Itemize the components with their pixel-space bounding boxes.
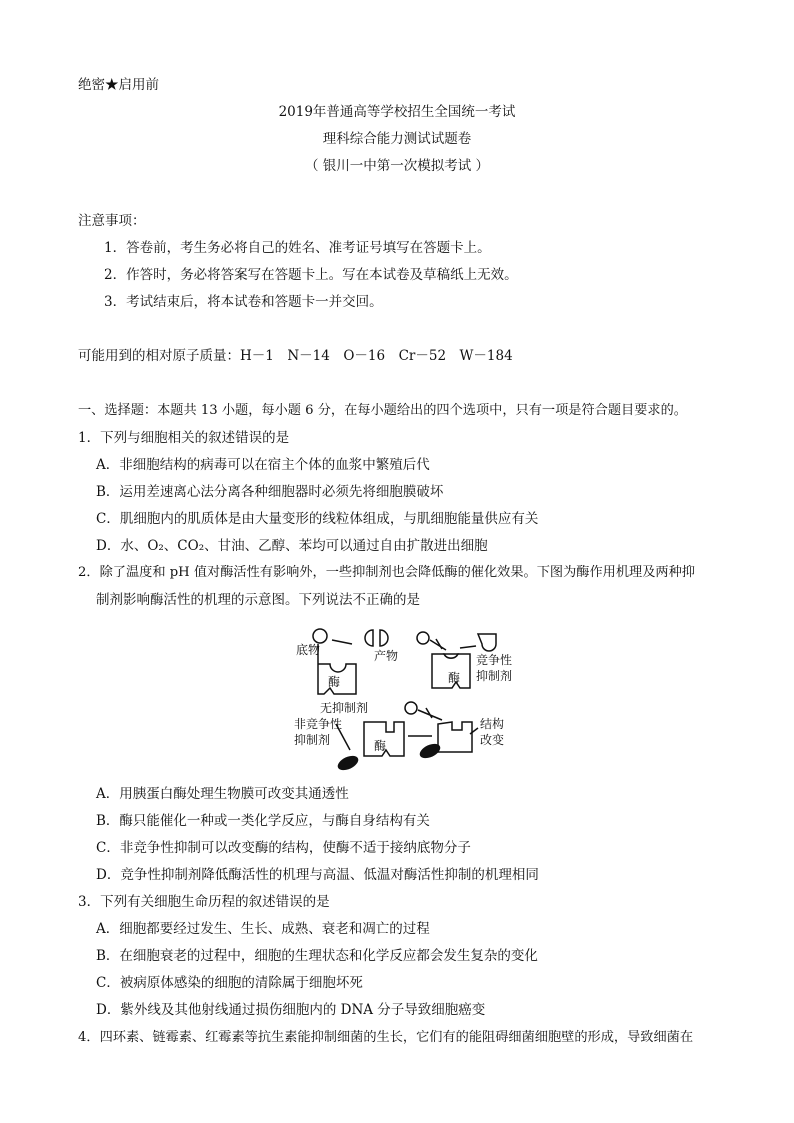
label-structure-1: 结构: [480, 717, 505, 731]
noncompetitive-inhibitor: [335, 753, 360, 773]
label-no-inhibitor: 无抑制剂: [320, 701, 369, 715]
notice-heading: 注意事项：: [78, 213, 146, 229]
option-b: B．运用差速离心法分离各种细胞器时必须先将细胞膜破坏: [96, 484, 444, 500]
label-competitive-1: 竞争性: [476, 653, 513, 667]
product-half: [380, 630, 388, 646]
option-a: A．非细胞结构的病毒可以在宿主个体的血浆中繁殖后代: [96, 457, 430, 473]
notice-item: 2．作答时，务必将答案写在答题卡上。写在本试卷及草稿纸上无效。: [104, 267, 518, 283]
label-structure-2: 改变: [480, 733, 505, 747]
exam-title: 2019年普通高等学校招生全国统一考试: [278, 104, 516, 120]
enzyme-changed: [438, 722, 472, 752]
notice-item: 1．答卷前，考生务必将自己的姓名、准考证号填写在答题卡上。: [104, 240, 491, 256]
arrow-line: [460, 646, 476, 648]
option-d: D．竞争性抑制剂降低酶活性的机理与高温、低温对酶活性抑制的机理相同: [96, 867, 539, 883]
option-c: C．非竞争性抑制可以改变酶的结构，使酶不适于接纳底物分子: [96, 840, 471, 856]
option-d: D．水、O₂、CO₂、甘油、乙醇、苯均可以通过自由扩散进出细胞: [96, 538, 488, 554]
label-competitive-2: 抑制剂: [476, 669, 513, 683]
product-half: [365, 630, 373, 646]
inhibitor-bound: [444, 654, 458, 658]
option-d: D．紫外线及其他射线通过损伤细胞内的 DNA 分子导致细胞癌变: [96, 1002, 486, 1018]
section-heading: 一、选择题：本题共 13 小题，每小题 6 分，在每小题给出的四个选项中，只有一项是符合题目要求的。: [78, 403, 687, 418]
arrow-line: [332, 640, 352, 644]
atomic-mass: 可能用到的相对原子质量：H－1 N－14 O－16 Cr－52 W－184: [78, 348, 513, 364]
question-stem-cont: 制剂影响酶活性的机理的示意图。下列说法不正确的是: [96, 592, 420, 608]
label-enzyme: 酶: [374, 739, 387, 753]
pointer-line: [470, 728, 478, 734]
secret-label: 绝密★启用前: [78, 77, 159, 93]
enzyme-diagram: [270, 624, 530, 774]
substrate-circle: [313, 629, 327, 643]
question-stem: 2．除了温度和 pH 值对酶活性有影响外，一些抑制剂也会降低酶的催化效果。下图为酶作用机理及两种抑: [78, 565, 695, 580]
substrate-circle: [405, 702, 417, 714]
question-stem: 4．四环素、链霉素、红霉素等抗生素能抑制细菌的生长，它们有的能阻碍细菌细胞壁的形成，导致细菌在: [78, 1030, 694, 1045]
label-noncompetitive-2: 抑制剂: [294, 733, 331, 747]
noncompetitive-inhibitor: [417, 741, 442, 761]
question-stem: 3．下列有关细胞生命历程的叙述错误的是: [78, 894, 330, 910]
label-enzyme: 酶: [448, 671, 461, 685]
option-b: B．酶只能催化一种或一类化学反应，与酶自身结构有关: [96, 813, 430, 829]
question-stem: 1．下列与细胞相关的叙述错误的是: [78, 430, 290, 446]
label-noncompetitive-1: 非竞争性: [294, 717, 343, 731]
label-product: 产物: [374, 649, 399, 663]
option-c: C．被病原体感染的细胞的清除属于细胞坏死: [96, 975, 363, 991]
option-a: A．用胰蛋白酶处理生物膜可改变其通透性: [96, 786, 349, 802]
option-c: C．肌细胞内的肌质体是由大量变形的线粒体组成，与肌细胞能量供应有关: [96, 511, 539, 527]
exam-school: （ 银川一中第一次模拟考试 ）: [304, 158, 490, 174]
label-enzyme: 酶: [328, 675, 341, 689]
notice-item: 3．考试结束后，将本试卷和答题卡一并交回。: [104, 294, 383, 310]
label-substrate: 底物: [296, 643, 321, 657]
substrate-circle: [417, 632, 429, 644]
option-b: B．在细胞衰老的过程中，细胞的生理状态和化学反应都会发生复杂的变化: [96, 948, 538, 964]
exam-subtitle: 理科综合能力测试试题卷: [322, 131, 472, 147]
competitive-inhibitor: [478, 634, 496, 651]
option-a: A．细胞都要经过发生、生长、成熟、衰老和凋亡的过程: [96, 921, 430, 937]
